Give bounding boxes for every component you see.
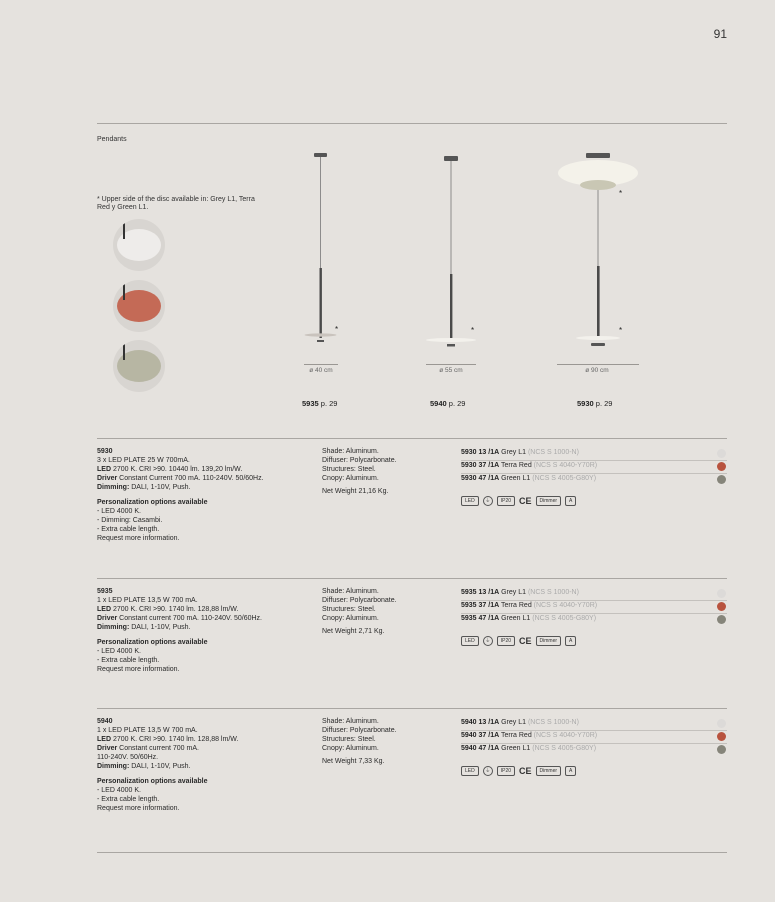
color-dot (717, 449, 726, 458)
spec-led: 2700 K. CRI >90. 10440 lm. 139,20 lm/W. (111, 466, 243, 473)
ref-row (461, 717, 727, 731)
ref-color: Terra Red (500, 732, 532, 739)
material: Shade: Aluminum. (322, 588, 379, 595)
option: - Extra cable length. (97, 657, 160, 664)
energy-class-badge: A (565, 766, 576, 776)
cert-row (461, 636, 576, 646)
ref-row (461, 587, 727, 601)
spec-code: 5935 (97, 588, 113, 595)
ref-row (461, 447, 727, 461)
color-dot (717, 475, 726, 484)
ref-ncs: (NCS S 4005-G80Y) (532, 615, 597, 622)
caption-page: p. 29 (595, 399, 613, 408)
ref-code: 5930 47 /1A (461, 475, 500, 482)
request-info: Request more information. (97, 805, 180, 812)
lamp-5940 (426, 156, 476, 347)
spec-led: 2700 K. CRI >90. 1740 lm. 128,88 lm/W. (111, 736, 239, 743)
spec-line: 1 x LED PLATE 13,5 W 700 mA. (97, 727, 198, 734)
ref-code: 5930 13 /1A (461, 449, 500, 456)
caption-5930 (577, 399, 612, 408)
material: Structures: Steel. (322, 736, 376, 743)
material: Cnopy: Aluminum. (322, 615, 379, 622)
spec-dimming: DALI, 1-10V, Push. (129, 763, 191, 770)
dimmer-badge: Dimmer (536, 766, 562, 776)
color-dot (717, 745, 726, 754)
spec-dimming-label: Dimming: (97, 763, 130, 770)
caption-page: p. 29 (320, 399, 338, 408)
ref-code: 5940 37 /1A (461, 732, 500, 739)
ref-ncs: (NCS S 4005-G80Y) (532, 475, 597, 482)
cert-row (461, 496, 576, 506)
spec-divider-2 (97, 578, 727, 579)
material: Cnopy: Aluminum. (322, 745, 379, 752)
caption-page: p. 29 (448, 399, 466, 408)
dimmer-badge: Dimmer (536, 636, 562, 646)
ce-mark: CE (519, 496, 532, 506)
net-weight: Net Weight 7,33 Kg. (322, 758, 385, 765)
color-dot (717, 732, 726, 741)
ref-code: 5935 47 /1A (461, 615, 500, 622)
led-badge: LED (461, 496, 479, 506)
ref-color: Terra Red (500, 462, 532, 469)
spec-led: 2700 K. CRI >90. 1740 lm. 128,88 lm/W. (111, 606, 239, 613)
ref-ncs: (NCS S 4005-G80Y) (532, 745, 597, 752)
ground-icon: ⏚ (483, 766, 493, 776)
material: Shade: Aluminum. (322, 448, 379, 455)
ref-code: 5940 47 /1A (461, 745, 500, 752)
ip-badge: IP20 (497, 496, 515, 506)
ref-ncs: (NCS S 4040-Y70R) (533, 732, 598, 739)
ref-ncs: (NCS S 4040-Y70R) (533, 602, 598, 609)
pendant-drawings (0, 140, 775, 500)
spec-driver: Constant Current 700 mA. 110-240V. 50/60Hz. (117, 475, 264, 482)
option: - Extra cable length. (97, 796, 160, 803)
material: Diffuser: Polycarbonate. (322, 597, 397, 604)
ref-ncs: (NCS S 1000-N) (527, 719, 579, 726)
materials-5940 (322, 717, 452, 766)
ref-color: Grey L1 (501, 589, 527, 596)
ip-badge: IP20 (497, 766, 515, 776)
ref-ncs: (NCS S 1000-N) (527, 449, 579, 456)
material: Structures: Steel. (322, 466, 376, 473)
ce-mark: CE (519, 766, 532, 776)
section-title: Pendants (97, 136, 127, 143)
request-info: Request more information. (97, 535, 180, 542)
color-dot (717, 462, 726, 471)
dim-line-5930 (557, 364, 639, 365)
caption-5935 (302, 399, 337, 408)
color-dot (717, 589, 726, 598)
spec-block-5940 (97, 717, 317, 813)
ref-color: Green L1 (501, 615, 531, 622)
material: Structures: Steel. (322, 606, 376, 613)
spec-driver-label: Driver (97, 745, 118, 752)
ref-ncs: (NCS S 1000-N) (527, 589, 579, 596)
ref-row (461, 730, 727, 744)
option: - LED 4000 K. (97, 648, 141, 655)
ref-row (461, 473, 727, 486)
spec-code: 5930 (97, 448, 113, 455)
ref-color: Green L1 (501, 475, 531, 482)
spec-code: 5940 (97, 718, 113, 725)
ce-mark: CE (519, 636, 532, 646)
spec-dimming-label: Dimming: (97, 624, 130, 631)
option: - Dimming: Casambi. (97, 517, 163, 524)
caption-code: 5940 (430, 399, 447, 408)
spec-block-5930 (97, 447, 317, 543)
ground-icon: ⏚ (483, 496, 493, 506)
lamp-5930 (558, 153, 638, 346)
spec-line: 3 x LED PLATE 25 W 700mA. (97, 457, 190, 464)
spec-driver-label: Driver (97, 615, 118, 622)
spec-driver: Constant current 700 mA. (117, 745, 199, 752)
lamp-5935 (305, 153, 339, 342)
color-dot (717, 602, 726, 611)
personalization-title: Personalization options available (97, 778, 208, 785)
spec-block-5935 (97, 587, 317, 674)
dim-5935: ø 40 cm (309, 367, 333, 374)
ref-row (461, 743, 727, 756)
ground-icon: ⏚ (483, 636, 493, 646)
svg-text:*: * (471, 326, 475, 335)
ref-color: Terra Red (500, 602, 532, 609)
cert-row (461, 766, 576, 776)
personalization-title: Personalization options available (97, 639, 208, 646)
svg-text:*: * (619, 326, 623, 335)
spec-led-label: LED (97, 606, 111, 613)
caption-5940 (430, 399, 465, 408)
spec-divider-1 (97, 438, 727, 439)
disc-color-note: * Upper side of the disc available in: Grey L1, Terra Red y Green L1. (97, 196, 255, 211)
spec-driver: Constant current 700 mA. 110-240V. 50/60Hz. (117, 615, 262, 622)
materials-5935 (322, 587, 452, 636)
ref-code: 5940 13 /1A (461, 719, 500, 726)
net-weight: Net Weight 21,16 Kg. (322, 488, 389, 495)
option: - Extra cable length. (97, 526, 160, 533)
top-divider (97, 123, 727, 124)
spec-led-label: LED (97, 466, 111, 473)
ref-color: Grey L1 (501, 719, 527, 726)
ref-code: 5930 37 /1A (461, 462, 500, 469)
spec-dimming: DALI, 1-10V, Push. (129, 624, 191, 631)
ref-row (461, 460, 727, 474)
dim-line-5940 (426, 364, 476, 365)
ref-color: Green L1 (501, 745, 531, 752)
option: - LED 4000 K. (97, 508, 141, 515)
ref-code: 5935 37 /1A (461, 602, 500, 609)
energy-class-badge: A (565, 496, 576, 506)
caption-code: 5930 (577, 399, 594, 408)
led-badge: LED (461, 766, 479, 776)
dim-5940: ø 55 cm (439, 367, 463, 374)
ref-color: Grey L1 (501, 449, 527, 456)
option: - LED 4000 K. (97, 787, 141, 794)
request-info: Request more information. (97, 666, 180, 673)
svg-text:*: * (335, 325, 339, 334)
ref-ncs: (NCS S 4040-Y70R) (533, 462, 598, 469)
material: Diffuser: Polycarbonate. (322, 727, 397, 734)
spec-divider-3 (97, 708, 727, 709)
spec-dimming-label: Dimming: (97, 484, 130, 491)
ref-code: 5935 13 /1A (461, 589, 500, 596)
spec-dimming: DALI, 1-10V, Push. (129, 484, 191, 491)
net-weight: Net Weight 2,71 Kg. (322, 628, 385, 635)
spec-driver-label: Driver (97, 475, 118, 482)
personalization-title: Personalization options available (97, 499, 208, 506)
materials-5930 (322, 447, 452, 496)
dim-line-5935 (304, 364, 338, 365)
caption-code: 5935 (302, 399, 319, 408)
dim-5930: ø 90 cm (585, 367, 609, 374)
color-dot (717, 615, 726, 624)
svg-text:*: * (619, 189, 623, 198)
ref-row (461, 613, 727, 626)
material: Cnopy: Aluminum. (322, 475, 379, 482)
material: Diffuser: Polycarbonate. (322, 457, 397, 464)
led-badge: LED (461, 636, 479, 646)
spec-led-label: LED (97, 736, 111, 743)
material: Shade: Aluminum. (322, 718, 379, 725)
page-number: 91 (713, 27, 727, 41)
ref-row (461, 600, 727, 614)
spec-line: 1 x LED PLATE 13,5 W 700 mA. (97, 597, 198, 604)
bottom-divider (97, 852, 727, 853)
dimmer-badge: Dimmer (536, 496, 562, 506)
color-dot (717, 719, 726, 728)
ip-badge: IP20 (497, 636, 515, 646)
energy-class-badge: A (565, 636, 576, 646)
spec-voltage: 110-240V. 50/60Hz. (97, 754, 159, 761)
